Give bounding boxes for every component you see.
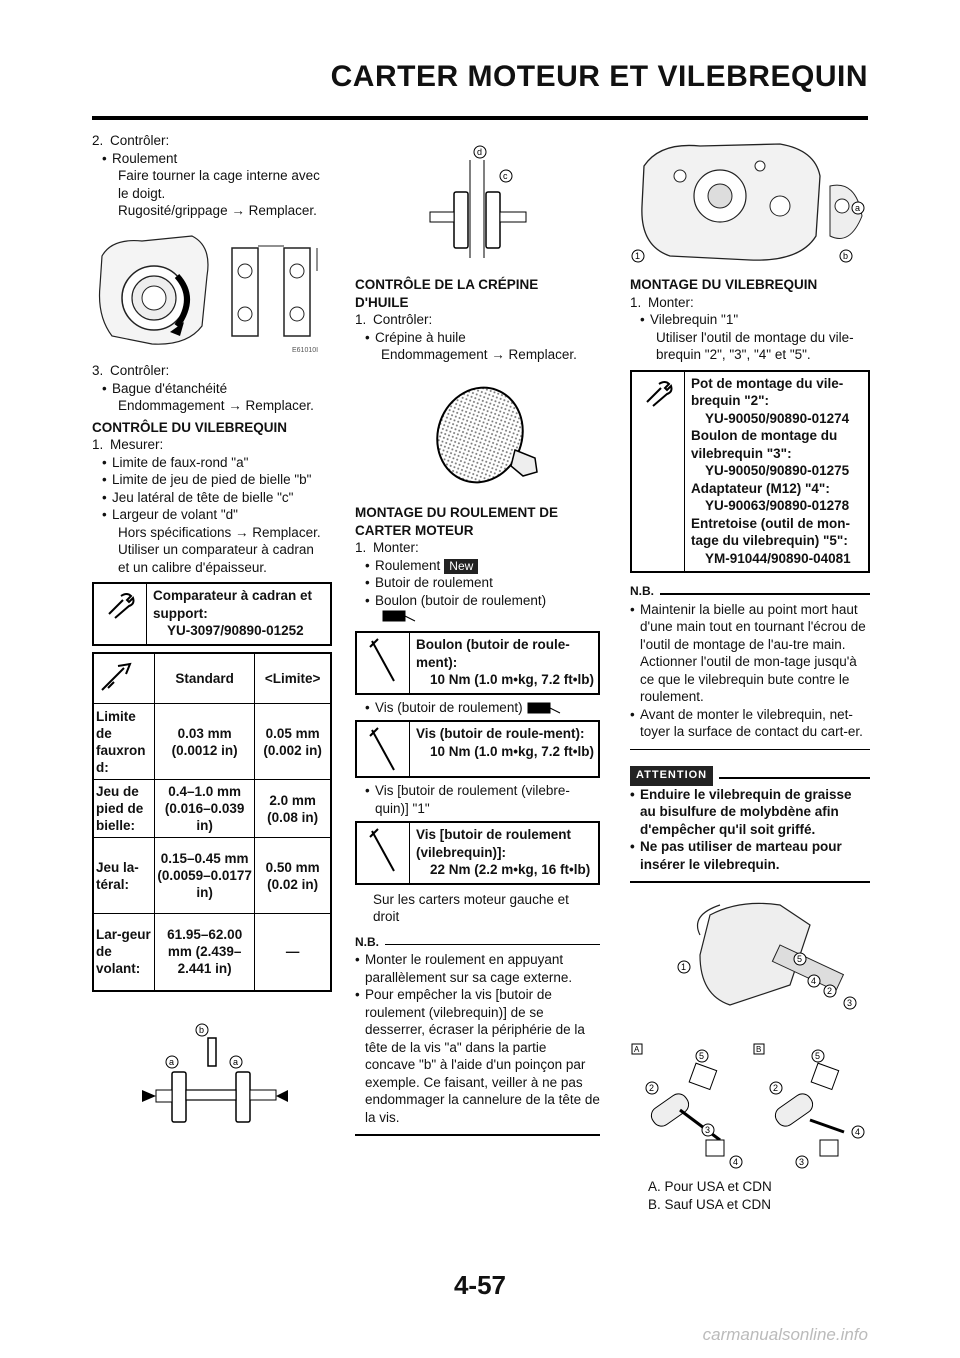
wrench-icon bbox=[94, 584, 147, 644]
oil-strainer-figure bbox=[425, 380, 555, 490]
table-row: Jeu la-téral: 0.15–0.45 mm (0.0059–0.0177 in) 0.50 mm (0.02 in) bbox=[94, 838, 330, 914]
svg-text:4: 4 bbox=[855, 1127, 861, 1137]
svg-text:4: 4 bbox=[811, 976, 817, 986]
torque-wrench-icon bbox=[357, 823, 410, 883]
svg-text:3: 3 bbox=[705, 1125, 711, 1135]
svg-text:5: 5 bbox=[699, 1051, 705, 1061]
svg-text:1: 1 bbox=[635, 251, 641, 261]
page-number: 4-57 bbox=[453, 1270, 507, 1300]
torque-box-1: Boulon (butoir de roule-ment): 10 Nm (1.0 m•kg, 7.2 ft•lb) bbox=[355, 631, 600, 695]
svg-text:5: 5 bbox=[815, 1051, 821, 1061]
svg-text:2: 2 bbox=[773, 1083, 779, 1093]
svg-text:2: 2 bbox=[649, 1083, 655, 1093]
list-item: • Monter le roulement en appuyant parallèlement sur sa cage externe. bbox=[355, 952, 573, 985]
torque-wrench-icon bbox=[357, 722, 410, 776]
nb-header: N.B. bbox=[630, 583, 870, 601]
list-item: • Jeu latéral de tête de bielle "c" bbox=[102, 489, 294, 505]
list-item: • Butoir de roulement bbox=[365, 575, 493, 590]
list-item: • Largeur de volant "d" bbox=[102, 507, 238, 522]
step-2: 2. Contrôler: bbox=[92, 133, 170, 148]
table-row: Jeu de pied de bielle: 0.4–1.0 mm (0.016–0.039 in) 2.0 mm (0.08 in) bbox=[94, 780, 330, 838]
fig-code: E61010I bbox=[292, 347, 319, 354]
svg-text:3: 3 bbox=[847, 998, 853, 1008]
nb-bottom-rule bbox=[355, 1134, 600, 1136]
column-2-montage: MONTAGE DU ROULEMENT DE CARTER MOTEUR 1. Monter: • Roulement New • Butoir de roulement • Boulon (butoir de roulement) Boulon (butoir de roule-ment): 10 Nm (1.0 m•kg, 7.2 ft•lb) • Vis (butoir de roulement) Vis (butoir de roule-ment): 10 Nm (1.0 m•kg, 7.2 ft•lb) • Vis [butoir de roulement (vilebre-quin)] "1" Vis [butoir de roulement (vilebrequin)]: 22 Nm (2.2 m•kg, 16 ft•lb) Sur les carters moteur gauche et droit N.B. • Monter le roulement en appuyant parallèlement sur sa cage externe. • Pour empêcher la vis [butoir de roulement (vilebrequin)] de se desserrer, écraser la périphérie de la tête de la vis "a" dans la partie concave "b" à l'aide d'un poinçon par exemple. Ce faisant, veiller à ne pas endommager la cannelure de la tête de la vis. bbox=[355, 504, 600, 1136]
crankcase-figure bbox=[630, 136, 870, 270]
torque-wrench-icon bbox=[357, 633, 410, 693]
torque-box-3: Vis [butoir de roulement (vilebrequin)]: 22 Nm (2.2 m•kg, 16 ft•lb) bbox=[355, 821, 600, 885]
svg-text:a: a bbox=[233, 1057, 239, 1067]
list-item: • Vis [butoir de roulement (vilebre-quin)] "1" bbox=[365, 783, 570, 816]
list-item: • Maintenir la bielle au point mort haut d'une main tout en tournant l'écrou de l'outil de montage de l'au-tre main. Actionner l'outil de mon-tage jusqu'à ce que le vilebrequin bute contre le roulement. bbox=[630, 601, 866, 704]
list-item: • Boulon (butoir de roulement) bbox=[365, 592, 547, 608]
wrench-icon bbox=[632, 372, 685, 572]
spec-table: Standard <Limite> Limite de fauxron d: 0.03 mm (0.0012 in) 0.05 mm (0.002 in) Jeu de pied de bielle: 0.4–1.0 mm (0.016–0.039 in) 2.0 mm (0.08 in) Jeu la-téral: 0.15–0.45 mm (0.0059–0.0177 in) 0.50 mm (0.02 in) Lar-geur de volant: 61.95–62.00 mm (2.439–2.441 in) — bbox=[94, 654, 330, 990]
list-item: • Pour empêcher la vis [butoir de roulement (vilebrequin)] de se desserrer, écraser la périphérie de la tête de la vis "a" dans la partie concave "b" à l'aide d'un poinçon par exemple. Ce faisant, veiller à ne pas endommager la cannelure de la tête de la vis. bbox=[355, 987, 600, 1125]
tool-sets-figure bbox=[630, 1040, 870, 1170]
nb-header: N.B. bbox=[355, 934, 600, 952]
bullet-roulement: • Roulement bbox=[102, 150, 178, 166]
attention-header bbox=[630, 766, 870, 786]
page-title: CARTER MOTEUR ET VILEBREQUIN bbox=[330, 60, 868, 93]
locktite-icon bbox=[526, 702, 562, 714]
svg-text:5: 5 bbox=[797, 954, 803, 964]
svg-text:a: a bbox=[169, 1057, 175, 1067]
svg-text:a: a bbox=[855, 203, 861, 213]
tool-box-vilebrequin: Pot de montage du vile-brequin "2": YU-90050/90890-01274 Boulon de montage du vilebrequin "3": YU-90050/90890-01275 Adaptateur (M12) "4": YU-90063/90890-01278 Entretoise (outil de mon-tage du vilebrequin) "5": YM-91044/90890-04081 bbox=[630, 370, 870, 574]
watermark: carmanualsonline.info bbox=[702, 1325, 868, 1344]
svg-text:4: 4 bbox=[733, 1157, 739, 1167]
list-item: • Enduire le vilebrequin de graisse au bisulfure de molybdène afin d'empêcher qu'il soit griffé. bbox=[630, 786, 852, 837]
step-3: 3. Contrôler: bbox=[92, 363, 170, 378]
crankshaft-figure-cd bbox=[420, 138, 530, 268]
list-item: • Limite de jeu de pied de bielle "b" bbox=[102, 472, 312, 487]
column-2: CONTRÔLE DE LA CRÉPINE D'HUILE 1. Contrôler: • Crépine à huile Endommagement → Remplacer. bbox=[355, 276, 600, 364]
crankshaft-figure-ab bbox=[140, 1020, 290, 1140]
svg-text:B: B bbox=[756, 1045, 762, 1054]
header-rule bbox=[92, 116, 868, 120]
svg-text:2: 2 bbox=[827, 986, 833, 996]
spec-table-box bbox=[92, 652, 332, 992]
measure-icon bbox=[96, 660, 136, 696]
column-3: MONTAGE DU VILEBREQUIN 1. Monter: • Vilebrequin "1" Utiliser l'outil de montage du vile- brequin "2", "3", "4" et "5". Pot de montage du vile-brequin "2": YU-90050/90890-01274 Boulon de montage du vilebrequin "3": YU-90050/90890-01275 Adaptateur (M12) "4": YU-90063/90890-01278 Entretoise (outil de mon-tage du vilebrequin) "5": YM-91044/90890-04081 N.B. • Maintenir la bielle au point mort haut d'une main tout en tournant l'écrou de l'outil de montage de l'au-tre main. Actionner l'outil de mon-tage jusqu'à ce que le vilebrequin bute contre le roulement. • Avant de monter le vilebrequin, net-toyer la surface de contact du cart-er. ATTENTION • Enduire le vilebrequin de graisse au bisulfure de molybdène afin d'empêcher qu'il soit griffé. • Ne pas utiliser de marteau pour insérer le vilebrequin. bbox=[630, 276, 870, 883]
svg-text:b: b bbox=[199, 1025, 205, 1035]
svg-text:c: c bbox=[503, 171, 508, 181]
list-item: • Limite de faux-rond "a" bbox=[102, 454, 249, 470]
column-1: 2. Contrôler: • Roulement Faire tourner la cage interne avec le doigt. Rugosité/grippage → Remplacer. bbox=[92, 132, 332, 220]
locktite-icon bbox=[355, 609, 600, 627]
column-1-lower: 3. Contrôler: • Bague d'étanchéité Endommagement → Remplacer. CONTRÔLE DU VILEBREQUIN 1. Mesurer: • Limite de faux-rond "a" • Limite de jeu de pied de bielle "b" • Jeu latéral de tête de bielle "c" • Largeur de volant "d" Hors spécifications → Remplacer. Utiliser un comparateur à cadran et un calibre d'épaisseur. Comparateur à cadran et support: YU-3097/90890-01252 Standard <Limite> Limite de fauxron d: 0.03 mm (0.0012 in) 0.05 mm (0.002 in) Jeu de pied de bielle: 0.4–1.0 mm (0.016–0.039 in) 2.0 mm (0.08 in) Jeu la-téral: 0.15–0.45 mm (0.0059–0.0177 in) 0.50 mm (0.02 in) Lar-geur de volant: 61.95–62.00 mm (2.439–2.441 in) — bbox=[92, 362, 332, 992]
svg-text:3: 3 bbox=[799, 1157, 805, 1167]
step-measure: 1. Mesurer: bbox=[92, 437, 164, 452]
table-row: Lar-geur de volant: 61.95–62.00 mm (2.439–2.441 in) — bbox=[94, 914, 330, 990]
list-item: • Vis (butoir de roulement) bbox=[355, 699, 600, 717]
new-badge: New bbox=[444, 559, 478, 574]
spec-icon-cell bbox=[94, 654, 155, 704]
crankshaft-install-figure bbox=[660, 895, 870, 1025]
list-item: • Vilebrequin "1" bbox=[640, 312, 739, 327]
list-item: • Roulement New bbox=[355, 557, 600, 575]
attention-badge: ATTENTION bbox=[630, 766, 713, 786]
list-item: • Avant de monter le vilebrequin, net-toyer la surface de contact du cart-er. bbox=[630, 706, 863, 739]
section-title-vilebrequin: CONTRÔLE DU VILEBREQUIN bbox=[92, 419, 288, 435]
table-row: Limite de fauxron d: 0.03 mm (0.0012 in) 0.05 mm (0.002 in) bbox=[94, 704, 330, 780]
bullet-bague: • Bague d'étanchéité bbox=[102, 380, 228, 396]
tool-box-comparateur: Comparateur à cadran et support: YU-3097/90890-01252 bbox=[92, 582, 332, 646]
figure-legend: A. Pour USA et CDN B. Sauf USA et CDN bbox=[648, 1179, 772, 1212]
torque-box-2: Vis (butoir de roule-ment): 10 Nm (1.0 m•kg, 7.2 ft•lb) bbox=[355, 720, 600, 778]
svg-text:b: b bbox=[843, 251, 849, 261]
svg-text:1: 1 bbox=[681, 962, 687, 972]
svg-text:A: A bbox=[634, 1045, 640, 1054]
list-item: • Crépine à huile bbox=[365, 329, 466, 345]
list-item: • Ne pas utiliser de marteau pour insérer le vilebrequin. bbox=[630, 839, 842, 872]
svg-text:d: d bbox=[477, 147, 483, 157]
bearing-figure bbox=[92, 226, 332, 356]
